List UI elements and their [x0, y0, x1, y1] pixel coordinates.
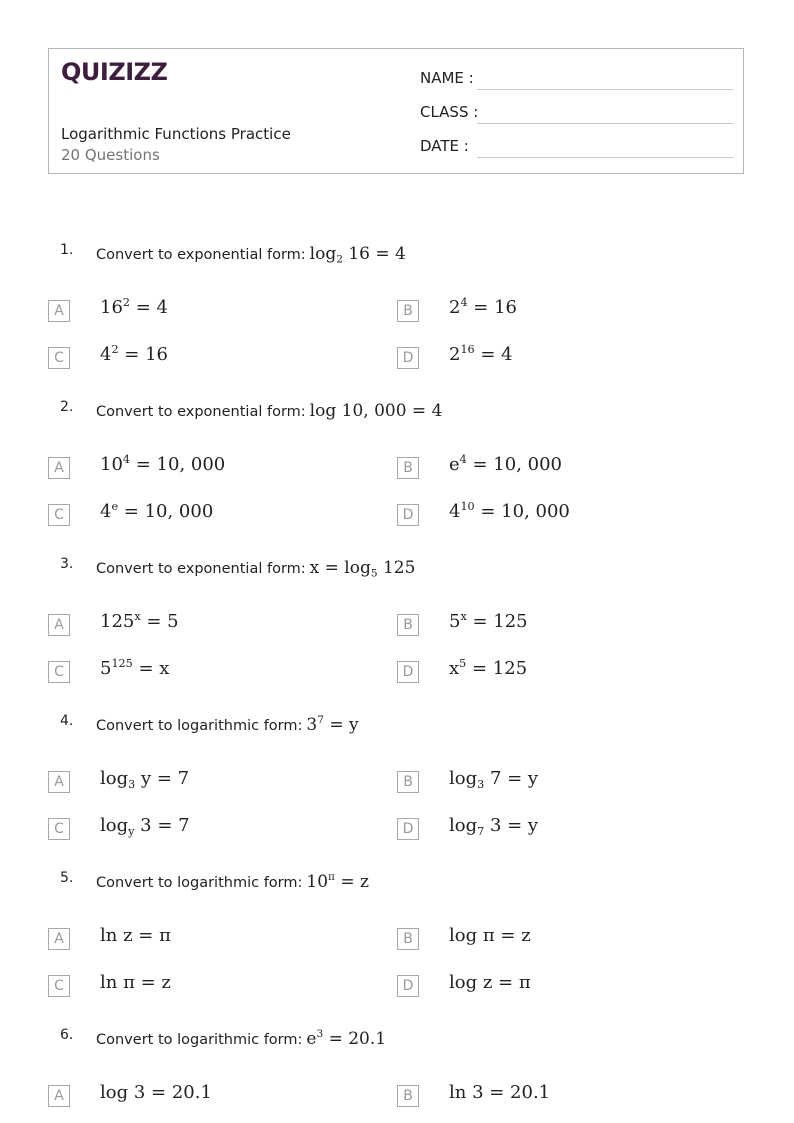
- option-a-answer[interactable]: ln z = π: [100, 925, 171, 946]
- option-c-checkbox[interactable]: C: [48, 975, 70, 997]
- option-a-answer[interactable]: $125^x = 5$: [100, 609, 179, 632]
- question-number: 4.: [60, 713, 74, 729]
- option-a-exponent: 4: [122, 452, 131, 466]
- question-expression: $e^3 = 20.1$: [306, 1028, 387, 1049]
- option-b-checkbox[interactable]: B: [397, 300, 419, 322]
- name-label: NAME :: [420, 69, 474, 87]
- option-a-checkbox[interactable]: A: [48, 928, 70, 950]
- option-b-answer[interactable]: $\log_3 7 = y$: [449, 768, 539, 791]
- option-d-checkbox[interactable]: D: [397, 818, 419, 840]
- option-d-exponent: 10: [460, 499, 475, 513]
- option-b-checkbox[interactable]: B: [397, 771, 419, 793]
- option-c-checkbox[interactable]: C: [48, 818, 70, 840]
- option-a-checkbox[interactable]: A: [48, 771, 70, 793]
- option-d-answer[interactable]: $\log_7 3 = y$: [449, 815, 539, 838]
- option-c-exponent: 2: [111, 342, 119, 356]
- option-d-answer[interactable]: $4^{10} = 10$, 000: [449, 499, 570, 522]
- question-prompt-text: Convert to logarithmic form:: [96, 718, 303, 734]
- question-prompt: [96, 715, 359, 735]
- option-d-checkbox[interactable]: D: [397, 504, 419, 526]
- option-d-checkbox[interactable]: D: [397, 661, 419, 683]
- option-c-exponent: 125: [111, 656, 133, 670]
- question-prompt: [96, 401, 442, 421]
- option-b-answer[interactable]: ln 3 = 20.1: [449, 1082, 551, 1103]
- question-expression: log 10, 000 = 4: [309, 401, 443, 421]
- option-b-exponent: 4: [460, 295, 468, 309]
- class-label: CLASS :: [420, 103, 479, 121]
- question-expression-exponent: π: [328, 871, 335, 884]
- option-d-subscript: 7: [477, 824, 485, 838]
- option-c-subscript: y: [128, 824, 135, 838]
- option-b-checkbox[interactable]: B: [397, 614, 419, 636]
- question-expression-subscript: 2: [336, 253, 343, 266]
- option-b-answer[interactable]: $e^4 = 10$, 000: [449, 452, 562, 475]
- question-prompt-text: Convert to exponential form:: [96, 247, 306, 263]
- question-number: 6.: [60, 1027, 74, 1043]
- question-prompt-text: Convert to exponential form:: [96, 404, 306, 420]
- option-d-answer[interactable]: $x^5 = 125$: [449, 656, 528, 679]
- option-b-checkbox[interactable]: B: [397, 928, 419, 950]
- option-a-checkbox[interactable]: A: [48, 1085, 70, 1107]
- question-prompt: [96, 244, 406, 264]
- question-prompt-text: Convert to logarithmic form:: [96, 1032, 303, 1048]
- question-expression-subscript: 5: [370, 567, 378, 580]
- option-b-answer[interactable]: $5^x = 125$: [449, 609, 528, 632]
- question-expression-exponent: 3: [316, 1028, 324, 1041]
- option-d-checkbox[interactable]: D: [397, 347, 419, 369]
- worksheet-header: [48, 48, 744, 174]
- option-a-subscript: 3: [128, 777, 136, 791]
- option-a-exponent: x: [134, 609, 141, 623]
- option-a-checkbox[interactable]: A: [48, 614, 70, 636]
- option-b-exponent: 4: [459, 452, 467, 466]
- question-count: 20 Questions: [61, 146, 160, 164]
- option-c-answer[interactable]: $4^e = 10$, 000: [100, 499, 214, 522]
- option-a-checkbox[interactable]: A: [48, 300, 70, 322]
- option-b-checkbox[interactable]: B: [397, 457, 419, 479]
- question-number: 5.: [60, 870, 74, 886]
- question-prompt: [96, 1029, 386, 1049]
- class-field-line[interactable]: [477, 123, 733, 124]
- quizizz-logo: QUIZIZZ: [61, 58, 168, 86]
- option-d-exponent: 16: [460, 342, 475, 356]
- option-a-answer[interactable]: $16^2 = 4$: [100, 295, 168, 318]
- option-a-answer[interactable]: log 3 = 20.1: [100, 1082, 212, 1103]
- option-d-answer[interactable]: $2^{16} = 4$: [449, 342, 513, 365]
- date-label: DATE :: [420, 137, 469, 155]
- option-b-answer[interactable]: log π = z: [449, 925, 531, 946]
- question-number: 2.: [60, 399, 74, 415]
- option-c-answer[interactable]: ln π = z: [100, 972, 171, 993]
- name-field-line[interactable]: [477, 89, 733, 90]
- option-d-answer[interactable]: log z = π: [449, 972, 531, 993]
- question-prompt-text: Convert to exponential form:: [96, 561, 306, 577]
- option-a-checkbox[interactable]: A: [48, 457, 70, 479]
- option-c-checkbox[interactable]: C: [48, 347, 70, 369]
- question-number: 1.: [60, 242, 74, 258]
- option-b-checkbox[interactable]: B: [397, 1085, 419, 1107]
- option-c-checkbox[interactable]: C: [48, 661, 70, 683]
- option-c-answer[interactable]: $4^2 = 16$: [100, 342, 168, 365]
- question-prompt: [96, 558, 415, 578]
- option-a-exponent: 2: [122, 295, 131, 309]
- question-prompt: [96, 872, 369, 892]
- option-c-checkbox[interactable]: C: [48, 504, 70, 526]
- option-c-answer[interactable]: $5^{125} = x$: [100, 656, 170, 679]
- question-expression: $\log_2 16 = 4$: [309, 244, 406, 266]
- option-d-checkbox[interactable]: D: [397, 975, 419, 997]
- question-prompt-text: Convert to logarithmic form:: [96, 875, 303, 891]
- option-b-exponent: x: [460, 609, 467, 623]
- date-field-line[interactable]: [477, 157, 733, 158]
- option-d-exponent: 5: [459, 656, 467, 670]
- option-a-answer[interactable]: $10^4 = 10$, 000: [100, 452, 226, 475]
- worksheet-title: Logarithmic Functions Practice: [61, 125, 291, 143]
- question-number: 3.: [60, 556, 74, 572]
- option-c-exponent: e: [111, 499, 119, 513]
- option-a-answer[interactable]: $\log_3 y = 7$: [100, 768, 190, 791]
- question-expression: $10^\pi = z$: [306, 871, 369, 892]
- question-expression-exponent: 7: [317, 714, 324, 727]
- question-expression: $x = \log_5 125$: [309, 558, 416, 580]
- option-c-answer[interactable]: $\log_y 3 = 7$: [100, 815, 190, 838]
- option-b-subscript: 3: [477, 777, 485, 791]
- question-expression: $3^7 = y$: [306, 714, 359, 735]
- option-b-answer[interactable]: $2^4 = 16$: [449, 295, 517, 318]
